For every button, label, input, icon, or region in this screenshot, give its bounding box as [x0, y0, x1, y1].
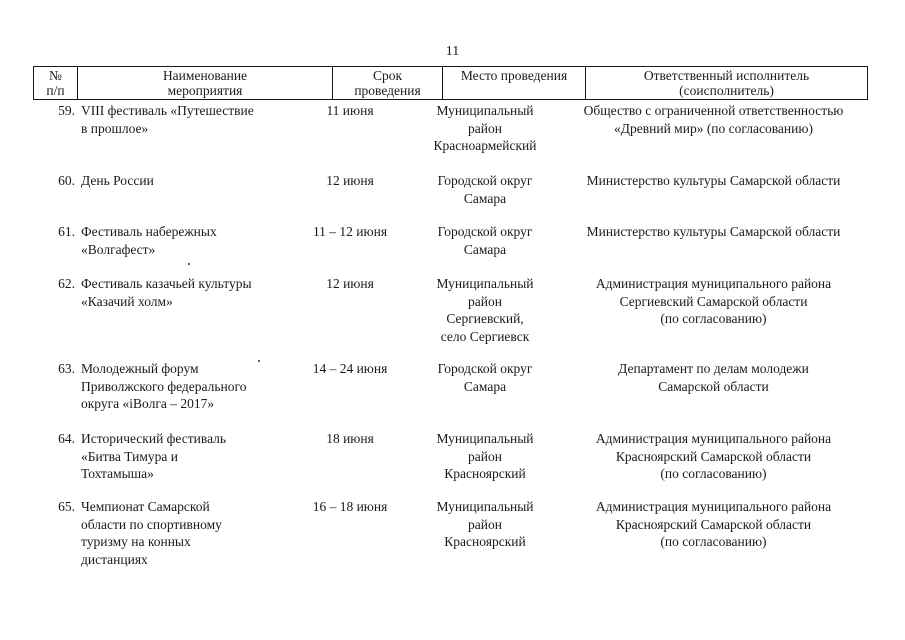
event-responsible: Администрация муниципального района Красноярский Самарской области (по согласованию) — [595, 499, 832, 549]
header-date: Срок проведения — [333, 67, 443, 100]
event-responsible: Департамент по делам молодежи Самарской области — [618, 361, 809, 394]
event-responsible: Общество с ограниченной ответственностью «Древний мир» (по согласованию) — [583, 103, 844, 136]
event-place: Городской округ Самара — [437, 361, 533, 394]
row-number: 60. — [58, 173, 75, 188]
event-place: Муниципальный район Красноярский — [436, 431, 534, 481]
event-responsible: Администрация муниципального района Красноярский Самарской области (по согласованию) — [595, 431, 832, 481]
event-date: 16 – 18 июня — [312, 499, 388, 514]
event-name: День России — [81, 173, 154, 188]
event-name: VIII фестиваль «Путешествие в прошлое» — [81, 103, 254, 136]
header-event-name: Наименование мероприятия — [78, 67, 333, 100]
event-name: Чемпионат Самарской области по спортивному туризму на конных дистанциях — [81, 499, 222, 567]
event-name: Молодежный форум Приволжского федерального округа «iВолга – 2017» — [81, 361, 247, 411]
event-name: Исторический фестиваль «Битва Тимура и Тохтамыша» — [81, 431, 227, 481]
event-place: Муниципальный район Сергиевский, село Сергиевск — [436, 276, 534, 344]
header-number: № п/п — [34, 67, 78, 100]
event-date: 18 июня — [326, 431, 374, 446]
event-responsible: Министерство культуры Самарской области — [586, 173, 841, 188]
event-place: Городской округ Самара — [437, 173, 533, 206]
event-place: Муниципальный район Красноармейский — [433, 103, 537, 153]
event-place: Городской округ Самара — [437, 224, 533, 257]
event-responsible: Администрация муниципального района Сергиевский Самарской области (по согласованию) — [595, 276, 832, 326]
scan-speck — [188, 263, 190, 265]
event-date: 12 июня — [326, 173, 374, 188]
event-date: 11 – 12 июня — [312, 224, 388, 239]
row-number: 59. — [58, 103, 75, 118]
row-number: 65. — [58, 499, 75, 514]
header-responsible: Ответственный исполнитель (соисполнитель) — [586, 67, 868, 100]
event-date: 12 июня — [326, 276, 374, 291]
event-date: 14 – 24 июня — [312, 361, 388, 376]
page-number: 11 — [445, 44, 460, 59]
row-number: 62. — [58, 276, 75, 291]
event-name: Фестиваль набережных «Волгафест» — [81, 224, 217, 257]
event-place: Муниципальный район Красноярский — [436, 499, 534, 549]
row-number: 64. — [58, 431, 75, 446]
event-responsible: Министерство культуры Самарской области — [586, 224, 841, 239]
event-name: Фестиваль казачьей культуры «Казачий холм» — [81, 276, 252, 309]
row-number: 61. — [58, 224, 75, 239]
event-date: 11 июня — [326, 103, 374, 118]
scan-speck — [258, 360, 260, 362]
row-number: 63. — [58, 361, 75, 376]
header-place: Место проведения — [443, 67, 586, 100]
